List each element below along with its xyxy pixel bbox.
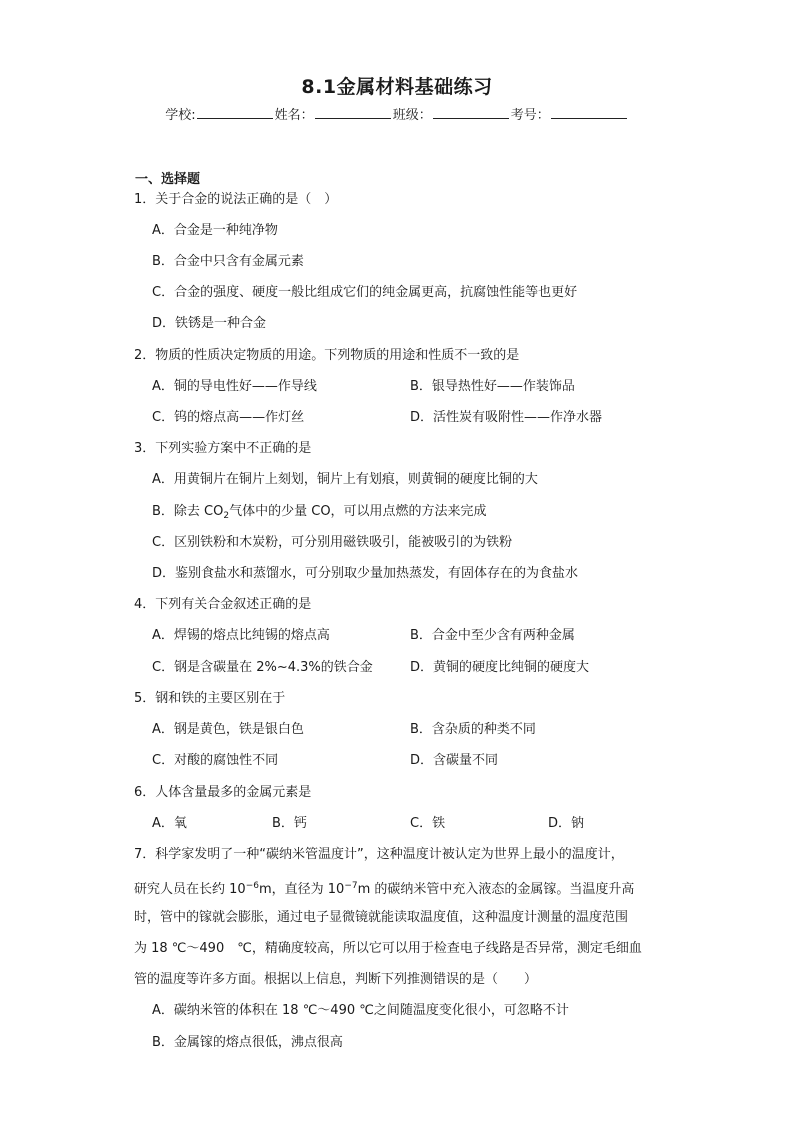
question-6-option-d: D．钠: [548, 816, 585, 831]
question-4-stem: 4．下列有关合金叙述正确的是: [134, 597, 312, 612]
question-7-stem-line-4: 为 18 ℃～490 ℃，精确度较高，所以它可以用于检查电子线路是否异常，测定毛细血: [134, 941, 642, 956]
question-4-option-d: D．黄铜的硬度比纯铜的硬度大: [410, 660, 590, 675]
name-blank[interactable]: [315, 106, 391, 119]
question-7-line-2-part3: m 的碳纳米管中充入液态的金属镓。当温度升高: [357, 882, 635, 897]
question-3-option-b: [152, 504, 487, 524]
class-blank[interactable]: [433, 106, 509, 119]
question-7-line-2-part1: 研究人员在长约 10: [134, 882, 246, 897]
question-6-option-a: A．氧: [152, 816, 187, 831]
exponent-2: −7: [344, 881, 358, 891]
question-7-stem-line-3: 时，管中的镓就会膨胀，通过电子显微镜就能读取温度值，这种温度计测量的温度范围: [134, 910, 629, 925]
question-1-option-a: A．合金是一种纯净物: [152, 223, 278, 238]
name-label: 姓名：: [274, 108, 314, 123]
question-5-option-a: A．钢是黄色，铁是银白色: [152, 722, 304, 737]
exponent-1: −6: [245, 881, 259, 891]
class-label: 班级：: [392, 108, 432, 123]
question-6-option-c: C．铁: [410, 816, 446, 831]
question-1-option-b: B．合金中只含有金属元素: [152, 254, 304, 269]
question-3-option-b-part2: 气体中的少量 CO，可以用点燃的方法来完成: [229, 504, 487, 519]
exam-number-label: 考号：: [510, 108, 550, 123]
question-5-option-c: C．对酸的腐蚀性不同: [152, 753, 279, 768]
question-2-stem: 2．物质的性质决定物质的用途。下列物质的用途和性质不一致的是: [134, 348, 520, 363]
question-2-option-a: A．铜的导电性好——作导线: [152, 379, 317, 394]
student-info-line: [0, 104, 794, 123]
question-5-option-b: B．含杂质的种类不同: [410, 722, 536, 737]
question-4-option-a: A．焊锡的熔点比纯锡的熔点高: [152, 628, 330, 643]
school-label: 学校:: [165, 108, 196, 123]
question-3-option-a: A．用黄铜片在铜片上刻划，铜片上有划痕，则黄铜的硬度比铜的大: [152, 472, 538, 487]
question-3-option-d: D．鉴别食盐水和蒸馏水，可分别取少量加热蒸发，有固体存在的为食盐水: [152, 566, 579, 581]
question-7-option-a: A．碳纳米管的体积在 18 ℃～490 ℃之间随温度变化很小，可忽略不计: [152, 1003, 569, 1018]
co2-subscript: 2: [223, 511, 230, 521]
question-1-stem: 1．关于合金的说法正确的是（ ）: [134, 192, 338, 207]
question-4-option-b: B．合金中至少含有两种金属: [410, 628, 575, 643]
question-4-option-c: C．钢是含碳量在 2%~4.3%的铁合金: [152, 660, 373, 675]
question-3-option-b-part1: B．除去 CO: [152, 504, 224, 519]
question-2-option-c: C．钨的熔点高——作灯丝: [152, 410, 305, 425]
question-5-stem: 5．钢和铁的主要区别在于: [134, 691, 286, 706]
question-7-stem-line-2: [134, 878, 634, 898]
question-2-option-d: D．活性炭有吸附性——作净水器: [410, 410, 603, 425]
question-7-stem-line-5: 管的温度等许多方面。根据以上信息，判断下列推测错误的是（ ）: [134, 972, 538, 987]
question-1-option-c: C．合金的强度、硬度一般比组成它们的纯金属更高，抗腐蚀性能等也更好: [152, 285, 578, 300]
question-5-option-d: D．含碳量不同: [410, 753, 499, 768]
question-3-stem: 3．下列实验方案中不正确的是: [134, 441, 312, 456]
question-6-stem: 6．人体含量最多的金属元素是: [134, 785, 312, 800]
question-3-option-c: C．区别铁粉和木炭粉，可分别用磁铁吸引，能被吸引的为铁粉: [152, 535, 513, 550]
page-title: 8.1金属材料基础练习: [301, 76, 493, 98]
question-1-option-d: D．铁锈是一种合金: [152, 316, 267, 331]
exam-number-blank[interactable]: [551, 106, 627, 119]
question-7-line-2-part2: m，直径为 10: [258, 882, 345, 897]
question-7-stem-line-1: 7．科学家发明了一种“碳纳米管温度计”，这种温度计被认定为世界上最小的温度计，: [134, 847, 624, 862]
question-7-option-b: B．金属镓的熔点很低，沸点很高: [152, 1035, 343, 1050]
school-blank[interactable]: [197, 106, 273, 119]
section-heading: 一、选择题: [135, 172, 201, 187]
question-6-option-b: B．钙: [272, 816, 307, 831]
question-2-option-b: B．银导热性好——作装饰品: [410, 379, 575, 394]
